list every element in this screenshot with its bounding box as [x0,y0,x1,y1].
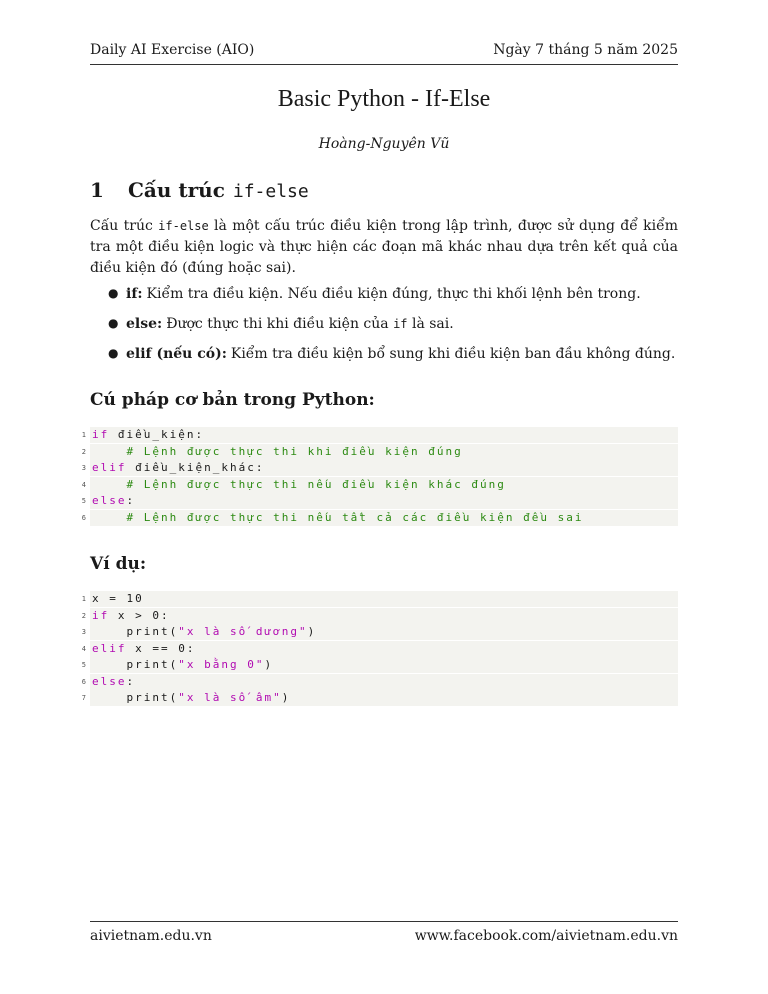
intro-pre: Cấu trúc [90,218,159,234]
header-left: Daily AI Exercise (AIO) [90,42,255,58]
code-rest: : [126,494,136,507]
code-line [81,657,678,673]
code-line [81,510,678,526]
footer-left: aivietnam.edu.vn [90,928,212,944]
code-kw: elif [92,641,127,655]
list-item [108,346,675,376]
header-rule [90,64,678,65]
bullet-text: Kiểm tra điều kiện bổ sung khi điều kiện ban đầu không đúng. [230,346,676,362]
list-item [108,316,675,346]
line-number: 5 [81,661,86,669]
list-item [108,286,675,316]
code-fn: print( [126,691,179,704]
line-number: 7 [81,694,86,702]
code-close: ) [307,625,317,638]
code-line [81,641,678,657]
bullet-list [108,286,675,376]
author: Hoàng-Nguyên Vũ [318,136,450,152]
line-number: 2 [81,611,86,620]
code-kw: else [92,494,127,507]
bullet-text-after: là sai. [407,316,454,332]
intro-code: if-else [158,219,209,233]
code-close: ) [281,691,291,704]
code-comment: # Lệnh được thực thi nếu điều kiện khác đúng [126,477,506,491]
footer-right: www.facebook.com/aivietnam.edu.vn [414,928,678,944]
bullet-icon: ● [108,286,119,300]
code-rest: điều_kiện: [109,428,205,441]
code-indent [92,625,127,638]
code-indent [92,691,127,704]
intro-post: là một cấu trúc điều kiện trong lập trình, được sử dụng để kiểm tra một điều kiện logic và thực hiện các đoạn mã khác nhau dựa trên kết quả của điều kiện đó (đúng hoặc sai). [90,218,678,276]
code-close: ) [264,658,274,671]
code-line [81,477,678,493]
code-line [81,674,678,690]
code-line [81,591,678,607]
bullet-term: elif (nếu có): [126,346,227,362]
bullet-term: if: [126,286,143,302]
code-kw: elif [92,461,127,474]
line-number: 3 [81,464,86,472]
line-number: 5 [81,497,86,505]
intro-paragraph [90,216,678,279]
page-header [90,42,678,58]
bullet-icon: ● [108,316,119,330]
bullet-term: else: [126,316,163,332]
code-fn: print( [126,625,179,638]
code-line [81,460,678,476]
code-indent [92,478,127,491]
code-kw: if [92,428,110,441]
example-heading: Ví dụ: [90,554,147,574]
code-line [81,427,678,443]
code-rest: x = 10 [92,592,144,605]
line-number: 1 [81,431,86,439]
section-title: Cấu trúc [128,178,225,202]
code-str: "x là số dương" [178,625,308,638]
code-indent [92,445,127,458]
section-number: 1 [90,178,104,202]
code-line [81,690,678,706]
code-str: "x là số âm" [178,691,282,704]
line-number: 4 [81,480,86,489]
bullet-icon: ● [108,346,119,360]
code-rest: x == 0: [126,641,196,655]
code-comment: # Lệnh được thực thi nếu tất cả các điều kiện đều sai [126,510,584,524]
bullet-text: Được thực thi khi điều kiện của [166,316,394,332]
line-number: 1 [81,595,86,603]
line-number: 3 [81,628,86,636]
header-right: Ngày 7 tháng 5 năm 2025 [493,42,678,58]
section-code: if-else [232,181,309,202]
code-rest: x > 0: [109,608,170,622]
code-comment: # Lệnh được thực thi khi điều kiện đúng [126,444,463,458]
bullet-text: Kiểm tra điều kiện. Nếu điều kiện đúng, thực thi khối lệnh bên trong. [146,286,641,302]
syntax-code-block [81,427,678,526]
line-number: 2 [81,447,86,456]
code-kw: else [92,674,127,688]
code-line [81,624,678,640]
code-line [81,608,678,624]
code-rest: : [126,674,136,688]
section-heading [90,178,309,202]
code-fn: print( [126,658,179,671]
bullet-code: if [393,317,408,331]
page-footer [90,928,678,944]
line-number: 4 [81,644,86,653]
code-rest: điều_kiện_khác: [126,461,265,474]
code-kw: if [92,608,110,622]
line-number: 6 [81,513,86,522]
line-number: 6 [81,677,86,686]
syntax-heading: Cú pháp cơ bản trong Python: [90,390,375,410]
code-indent [92,511,127,524]
code-str: "x bằng 0" [178,658,265,671]
example-code-block [81,591,678,707]
code-line [81,493,678,509]
code-line [81,444,678,460]
code-indent [92,658,127,671]
footer-rule [90,921,678,922]
document-title: Basic Python - If-Else [277,86,491,112]
